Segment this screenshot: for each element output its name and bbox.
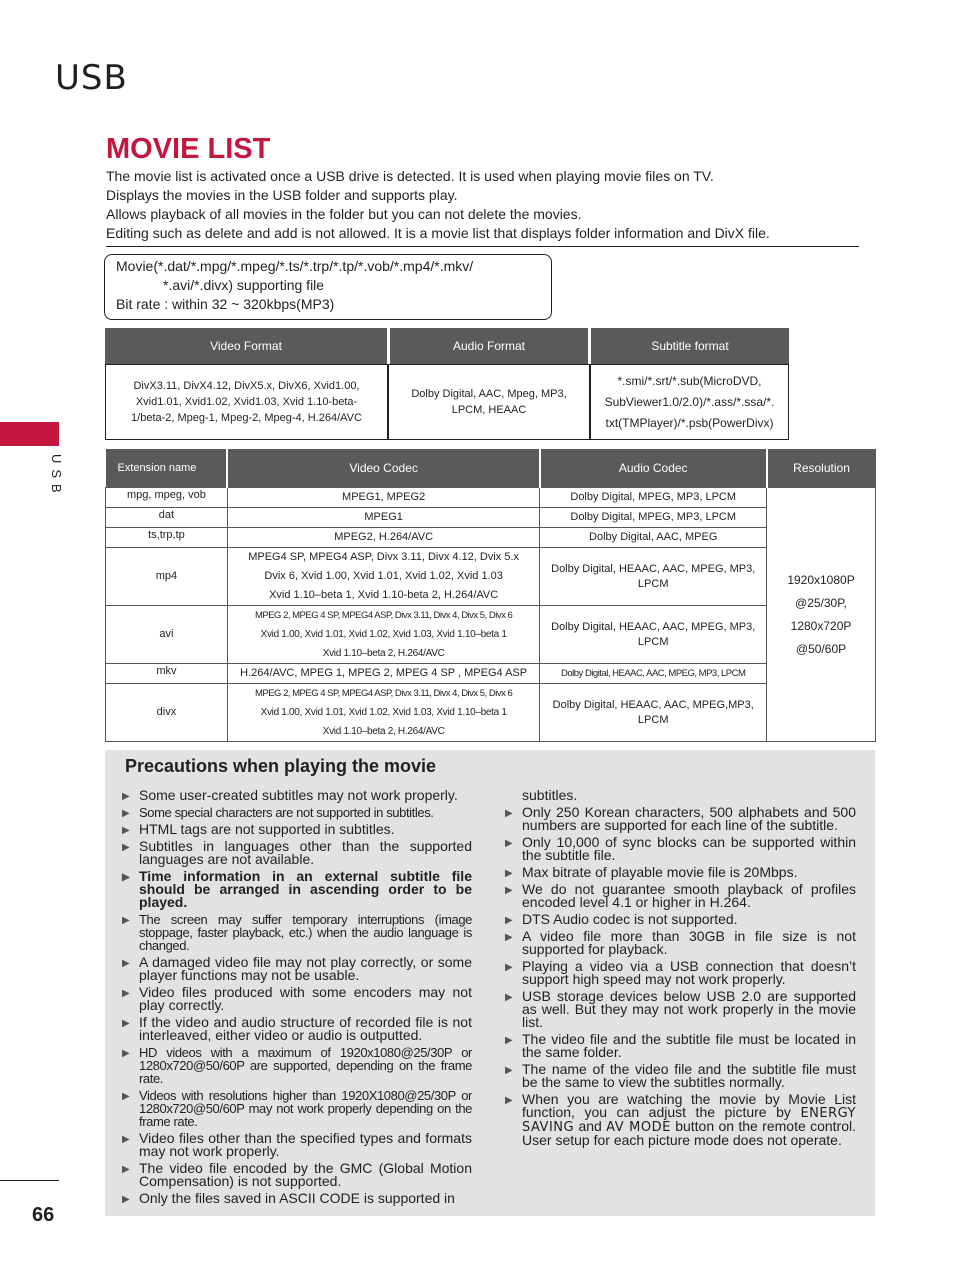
cell-line: DivX3.11, DivX4.12, DivX5.x, DivX6, Xvid1.00, (133, 380, 360, 392)
arrow-icon: ▶ (122, 1164, 130, 1175)
table-row (106, 508, 876, 528)
table-row (106, 606, 876, 664)
list-item-text: A video file more than 30GB in file size is not supported for playback. (522, 928, 856, 957)
arrow-icon: ▶ (505, 932, 513, 943)
arrow-icon: ▶ (505, 962, 513, 973)
cell-line: Dolby Digital, AAC, Mpeg, MP3, (411, 388, 567, 400)
format-cell-audio (388, 364, 590, 440)
arrow-icon: ▶ (505, 868, 513, 879)
codec-header-extension: Extension name (106, 449, 228, 488)
table-row (106, 684, 876, 742)
cell-line: LPCM, HEAAC (451, 404, 527, 416)
divider (0, 1180, 59, 1181)
cell-line: Dolby Digital, HEAAC, AAC, MPEG, MP3, (551, 562, 756, 575)
list-item (505, 960, 856, 986)
arrow-icon: ▶ (505, 1035, 513, 1046)
cell-line: LPCM (637, 713, 669, 726)
list-item-text: Some user-created subtitles may not work properly. (139, 787, 458, 803)
list-item-text: Max bitrate of playable movie file is 20Mbps. (522, 864, 798, 880)
energy-saving-button-label: ENERGY SAVING (522, 1106, 856, 1135)
arrow-icon: ▶ (505, 1095, 513, 1106)
arrow-icon: ▶ (122, 1194, 130, 1205)
list-item (122, 870, 472, 909)
list-item (122, 913, 472, 952)
arrow-icon: ▶ (122, 872, 130, 883)
list-item (505, 883, 856, 909)
list-item-text: Only 250 Korean characters, 500 alphabets and 500 numbers are supported for each line of the subtitle. (522, 804, 856, 833)
cell-line: LPCM (637, 635, 669, 648)
resolution-cell (767, 488, 876, 742)
list-item-text: USB storage devices below USB 2.0 are supported as well. But they may not work properly in the movie list. (522, 988, 856, 1030)
arrow-icon: ▶ (122, 791, 130, 802)
format-header-subtitle: Subtitle format (591, 328, 789, 364)
list-item (122, 840, 472, 866)
list-item (122, 1192, 472, 1205)
list-item-text: A damaged video file may not play correctly, or some player functions may not be usable. (139, 954, 472, 983)
video-codec-cell (227, 548, 540, 606)
list-item-text: Videos with resolutions higher than 1920X1080@25/30P or 1280x720@50/60P may not work properly depending on the frame rate. (139, 1088, 472, 1129)
list-item (122, 1162, 472, 1188)
list-item-text: If the video and audio structure of recorded file is not interleaved, either video or audio is outputted. (139, 1014, 472, 1043)
ext-cell: mkv (106, 664, 228, 684)
video-codec-cell: MPEG1, MPEG2 (227, 488, 540, 508)
cell-line: MPEG 2, MPEG 4 SP, MPEG4 ASP, Divx 3.11, Divx 4, Divx 5, Divx 6 (254, 610, 513, 621)
video-codec-cell: MPEG2, H.264/AVC (227, 528, 540, 548)
arrow-icon: ▶ (122, 915, 130, 926)
list-item (122, 1089, 472, 1128)
audio-codec-cell: Dolby Digital, MPEG, MP3, LPCM (540, 488, 767, 508)
list-item-text: Playing a video via a USB connection that doesn’t support high speed may not work properly. (522, 958, 856, 987)
list-item-continuation: subtitles. (522, 787, 578, 803)
formats-line: *.avi/*.divx) supporting file (163, 277, 325, 293)
cell-line: Xvid 1.10–beta 1, Xvid 1.10-beta 2, H.264/AVC (269, 589, 499, 601)
audio-codec-cell (540, 606, 767, 664)
list-item-text: When you are watching the movie by Movie List function, you can adjust the picture by (522, 1091, 856, 1120)
codec-header-audio: Audio Codec (540, 449, 767, 488)
list-item (122, 1132, 472, 1158)
cell-line: LPCM (637, 577, 669, 590)
intro-line: The movie list is activated once a USB drive is detected. It is used when playing movie files on TV. (106, 168, 714, 184)
precautions-left-column (122, 789, 472, 1209)
list-item (122, 806, 472, 819)
list-item-text: Video files produced with some encoders may not play correctly. (139, 984, 472, 1013)
list-item-text: The video file and the subtitle file must be located in the same folder. (522, 1031, 856, 1060)
list-item-text: Subtitles in languages other than the supported languages are not available. (139, 838, 472, 867)
section-header: USB (55, 58, 128, 98)
cell-line: Xvid 1.10–beta 2, H.264/AVC (322, 648, 445, 659)
cell-line: *.smi/*.srt/*.sub(MicroDVD, (617, 373, 762, 388)
arrow-icon: ▶ (122, 842, 130, 853)
arrow-icon: ▶ (122, 1091, 130, 1102)
intro-text (106, 167, 866, 243)
format-header-audio: Audio Format (390, 328, 588, 364)
formats-line: Movie(*.dat/*.mpg/*.mpeg/*.ts/*.trp/*.tp/*.vob/*.mp4/*.mkv/ (116, 258, 474, 274)
cell-line: Xvid 1.00, Xvid 1.01, Xvid 1.02, Xvid 1.03, Xvid 1.10–beta 1 (260, 629, 507, 640)
video-codec-cell: H.264/AVC, MPEG 1, MPEG 2, MPEG 4 SP , MPEG4 ASP (227, 664, 540, 684)
page-number: 66 (32, 1204, 55, 1226)
page-title: MOVIE LIST (106, 133, 271, 165)
arrow-icon: ▶ (505, 992, 513, 1003)
formats-line: Bit rate : within 32 ~ 320kbps(MP3) (116, 296, 335, 312)
ext-cell: mpg, mpeg, vob (106, 488, 228, 508)
resolution-line: 1280x720P (790, 618, 852, 633)
audio-codec-cell: Dolby Digital, AAC, MPEG (540, 528, 767, 548)
resolution-line: @50/60P (795, 641, 847, 656)
list-item-text: The screen may suffer temporary interruptions (image stoppage, faster playback, etc.) when the audio language is changed. (139, 912, 472, 953)
side-tab-marker (0, 422, 59, 446)
list-item (122, 956, 472, 982)
table-row (106, 528, 876, 548)
list-item (122, 986, 472, 1012)
list-item-text: Only 10,000 of sync blocks can be supported within the subtitle file. (522, 834, 856, 863)
arrow-icon: ▶ (505, 808, 513, 819)
list-item (505, 1033, 856, 1059)
list-item-text: DTS Audio codec is not supported. (522, 911, 738, 927)
intro-line: Editing such as delete and add is not allowed. It is a movie list that displays folder information and DivX file. (106, 225, 770, 241)
resolution-line: 1920x1080P (787, 572, 855, 587)
ext-cell: dat (106, 508, 228, 528)
list-item-text: Time information in an external subtitle file should be arranged in ascending order to be played. (139, 868, 472, 910)
cell-line: MPEG 2, MPEG 4 SP, MPEG4 ASP, Divx 3.11, Divx 4, Divx 5, Divx 6 (254, 688, 513, 699)
format-cell-subtitle (590, 364, 789, 440)
codec-table (105, 449, 876, 742)
list-item-text: HD videos with a maximum of 1920x1080@25/30P or 1280x720@50/60P are supported, depending on the frame rate. (139, 1045, 472, 1086)
cell-line: Xvid 1.00, Xvid 1.01, Xvid 1.02, Xvid 1.03, Xvid 1.10–beta 1 (260, 707, 507, 718)
arrow-icon: ▶ (122, 958, 130, 969)
cell-line: Xvid 1.10–beta 2, H.264/AVC (322, 726, 445, 737)
table-row (106, 488, 876, 508)
cell-line: Xvid1.01, Xvid1.02, Xvid1.03, Xvid 1.10-beta- (135, 396, 358, 408)
codec-header-video: Video Codec (227, 449, 540, 488)
arrow-icon: ▶ (122, 1048, 130, 1059)
arrow-icon: ▶ (505, 885, 513, 896)
ext-cell: divx (106, 684, 228, 742)
divider (106, 246, 859, 247)
list-item (505, 866, 856, 879)
list-item (505, 913, 856, 926)
list-item (505, 836, 856, 862)
video-codec-cell (227, 606, 540, 664)
video-codec-cell: MPEG1 (227, 508, 540, 528)
cell-line: txt(TMPlayer)/*.psb(PowerDivx) (605, 415, 774, 430)
audio-codec-cell: Dolby Digital, MPEG, MP3, LPCM (540, 508, 767, 528)
arrow-icon: ▶ (122, 1018, 130, 1029)
resolution-line: @25/30P, (795, 595, 848, 610)
list-item-text: and (578, 1118, 602, 1134)
list-item (122, 1046, 472, 1085)
ext-cell: mp4 (106, 548, 228, 606)
list-item (505, 1093, 856, 1147)
cell-line: Dvix 6, Xvid 1.00, Xvid 1.01, Xvid 1.02, Xvid 1.03 (264, 570, 503, 582)
arrow-icon: ▶ (122, 988, 130, 999)
cell-line: MPEG4 SP, MPEG4 ASP, Divx 3.11, Divx 4.12, Dvix 5.x (248, 551, 520, 563)
list-item-text: Some special characters are not supported in subtitles. (139, 805, 434, 820)
arrow-icon: ▶ (122, 825, 130, 836)
list-item-text: HTML tags are not supported in subtitles. (139, 821, 395, 837)
format-header-video: Video Format (105, 328, 387, 364)
list-item (505, 806, 856, 832)
cell-line: 1/beta-2, Mpeg-1, Mpeg-2, Mpeg-4, H.264/AVC (131, 412, 362, 424)
list-item-text: Video files other than the specified types and formats may not work properly. (139, 1130, 472, 1159)
codec-header-resolution: Resolution (767, 449, 876, 488)
list-item (505, 1063, 856, 1089)
ext-cell: avi (106, 606, 228, 664)
av-mode-button-label: AV MODE (606, 1120, 671, 1135)
list-item-text: The name of the video file and the subtitle file must be the same to view the subtitles normally. (522, 1061, 856, 1090)
arrow-icon: ▶ (505, 838, 513, 849)
arrow-icon: ▶ (122, 1134, 130, 1145)
arrow-icon: ▶ (505, 915, 513, 926)
intro-line: Displays the movies in the USB folder and supports play. (106, 187, 458, 203)
list-item (122, 1016, 472, 1042)
cell-line: Dolby Digital, HEAAC, AAC, MPEG, MP3, (551, 620, 756, 633)
arrow-icon: ▶ (122, 808, 130, 819)
list-item (505, 990, 856, 1029)
list-item-text: The video file encoded by the GMC (Global Motion Compensation) is not supported. (139, 1160, 472, 1189)
list-item (505, 930, 856, 956)
list-item-text: button on the remote control. User setup for each picture mode does not operate. (522, 1118, 857, 1148)
list-item-text: We do not guarantee smooth playback of profiles encoded level 4.1 or higher in H.264. (522, 881, 856, 910)
cell-line: SubViewer1.0/2.0)/*.ass/*.ssa/*. (604, 394, 775, 409)
format-cell-video (105, 364, 388, 440)
audio-codec-cell (540, 684, 767, 742)
precautions-right-column (505, 789, 856, 1151)
table-row (106, 664, 876, 684)
list-item (122, 789, 472, 802)
arrow-icon: ▶ (505, 1065, 513, 1076)
intro-line: Allows playback of all movies in the folder but you can not delete the movies. (106, 206, 582, 222)
precautions-title: Precautions when playing the movie (125, 756, 437, 776)
list-item-text: Only the files saved in ASCII CODE is supported in (139, 1190, 455, 1206)
video-codec-cell (227, 684, 540, 742)
cell-line: Dolby Digital, HEAAC, AAC, MPEG,MP3, (552, 698, 754, 711)
ext-cell: ts,trp,tp (106, 528, 228, 548)
side-section-label: USB (49, 454, 64, 499)
audio-codec-cell: Dolby Digital, HEAAC, AAC, MPEG, MP3, LPCM (540, 664, 767, 684)
list-item (122, 823, 472, 836)
audio-codec-cell (540, 548, 767, 606)
supported-formats-box (104, 254, 552, 320)
table-row (106, 548, 876, 606)
